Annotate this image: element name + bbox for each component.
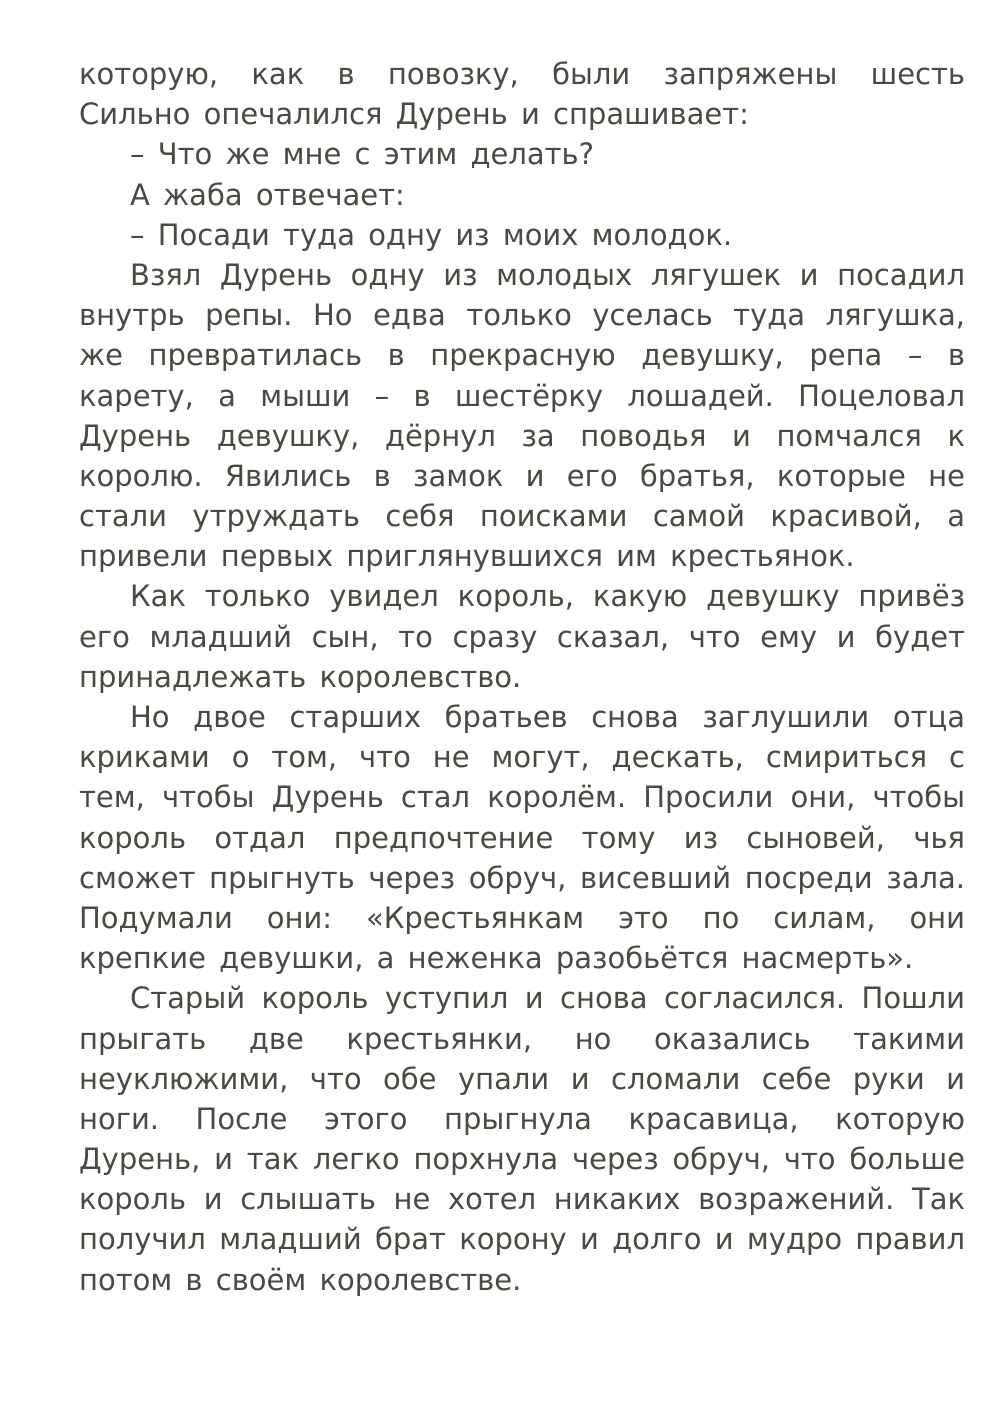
- text-line: потом в своём королевстве.: [79, 1262, 522, 1297]
- text-line: получил младший брат корону и долго и мудро правил: [79, 1222, 965, 1257]
- text-line: криками о том, что не могут, дескать, смириться с: [79, 740, 965, 775]
- text-line: привели первых приглянувшихся им крестьянок.: [79, 539, 855, 574]
- text-line: неуклюжими, что обе упали и сломали себе руки и: [79, 1061, 965, 1096]
- text-line: король и слышать не хотел никаких возражений. Так: [79, 1182, 965, 1217]
- text-line: стали утруждать себя поисками самой красивой, а: [79, 499, 965, 534]
- text-line: – Что же мне с этим делать?: [130, 137, 595, 172]
- text-line: А жаба отвечает:: [130, 177, 405, 212]
- text-line: крепкие девушки, а неженка разобьётся насмерть».: [79, 941, 914, 976]
- page-text: [79, 54, 965, 1300]
- text-line: Старый король уступил и снова согласился. Пошли: [130, 981, 965, 1016]
- text-line: тем, чтобы Дурень стал королём. Просили они, чтобы: [79, 780, 965, 815]
- text-line: Как только увидел король, какую девушку привёз: [130, 579, 965, 614]
- text-line: Дурень, и так легко порхнула через обруч, что больше: [79, 1142, 965, 1177]
- text-line: же превратилась в прекрасную девушку, репа – в: [79, 338, 965, 373]
- text-line: Но двое старших братьев снова заглушили отца: [130, 700, 965, 734]
- text-line: его младший сын, то сразу сказал, что ему и будет: [79, 619, 965, 654]
- text-line: которую, как в повозку, были запряжены шесть: [79, 57, 965, 91]
- text-line: – Посади туда одну из моих молодок.: [130, 217, 733, 252]
- text-line: ноги. После этого прыгнула красавица, которую: [79, 1101, 965, 1136]
- text-line: сможет прыгнуть через обруч, висевший посреди зала.: [79, 860, 965, 895]
- text-line: Подумали они: «Крестьянкам это по силам, они: [79, 900, 965, 935]
- text-line: Сильно опечалился Дурень и спрашивает:: [79, 97, 749, 132]
- text-line: король отдал предпочтение тому из сыновей, чья: [79, 820, 965, 855]
- text-line: принадлежать королевство.: [79, 659, 522, 694]
- text-line: королю. Явились в замок и его братья, которые не: [79, 458, 965, 493]
- text-line: Взял Дурень одну из молодых лягушек и посадил: [130, 257, 965, 292]
- text-line: прыгать две крестьянки, но оказались такими: [79, 1021, 965, 1056]
- text-line: внутрь репы. Но едва только уселась туда лягушка,: [79, 298, 965, 333]
- text-line: Дурень девушку, дёрнул за поводья и помчался к: [79, 418, 965, 453]
- text-line: карету, а мыши – в шестёрку лошадей. Поцеловал: [79, 378, 965, 413]
